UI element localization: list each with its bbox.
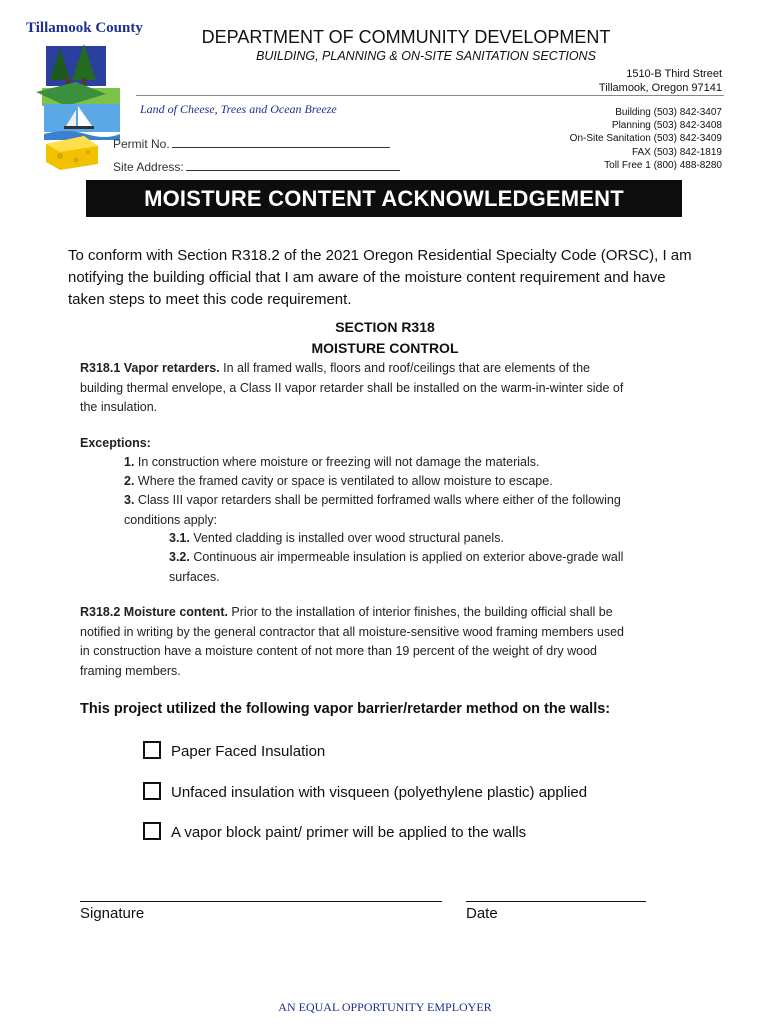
site-address-label: Site Address: [113, 160, 184, 174]
r318-2-heading: R318.2 Moisture content. [80, 605, 228, 619]
address-street: 1510-B Third Street [626, 68, 722, 80]
exception-item: 1. In construction where moisture or freezing will not damage the materials. [124, 455, 540, 469]
phone-list [570, 106, 722, 145]
county-name: Tillamook County [26, 20, 143, 36]
checkbox-icon[interactable] [143, 741, 161, 759]
form-title: MOISTURE CONTENT ACKNOWLEDGEMENT [86, 180, 682, 217]
option-visqueen[interactable] [143, 782, 587, 801]
r318-2-text: Prior to the installation of interior finishes, the building official shall be notified in writing by the general contractor that all moisture-sensitive wood framing members used in construction have a moisture content of not more than 19 percent of the weight of dry wood framing members. [80, 605, 625, 678]
date-label: Date [466, 905, 498, 922]
phone-planning: Planning (503) 842-3408 [611, 120, 722, 131]
signature-line[interactable] [80, 901, 442, 902]
r318-2-paragraph [80, 603, 636, 681]
section-name: MOISTURE CONTROL [311, 340, 459, 356]
phone-building: Building (503) 842-3407 [615, 107, 722, 118]
fax-list [604, 146, 722, 172]
address-city: Tillamook, Oregon 97141 [598, 82, 722, 94]
checkbox-icon[interactable] [143, 782, 161, 800]
option-label: A vapor block paint/ primer will be applied to the walls [171, 824, 527, 841]
toll-free-number: Toll Free 1 (800) 488-8280 [604, 160, 722, 171]
exception-item: 3. Class III vapor retarders shall be permitted forframed walls where either of the following conditions apply: [124, 493, 621, 527]
method-question: This project utilized the following vapor barrier/retarder method on the walls: [80, 701, 611, 717]
r318-1-text: In all framed walls, floors and roof/ceilings that are elements of the building thermal envelope, a Class II vapor retarder shall be installed on the warm-in-winter side of the insulation. [80, 361, 624, 414]
fax-number: FAX (503) 842-1819 [631, 147, 722, 158]
option-label: Unfaced insulation with visqueen (polyethylene plastic) applied [171, 784, 588, 801]
department-sections: BUILDING, PLANNING & ON-SITE SANITATION SECTIONS [256, 49, 596, 63]
header-divider [136, 95, 724, 96]
signature-label: Signature [80, 905, 145, 922]
date-line[interactable] [466, 901, 646, 902]
intro-paragraph: To conform with Section R318.2 of the 2021 Oregon Residential Specialty Code (ORSC), I am notifying the building official that I am aware of the moisture content requirement and have taken steps to meet this code requirement. [68, 247, 692, 308]
checkbox-icon[interactable] [143, 822, 161, 840]
permit-field[interactable] [113, 135, 390, 151]
office-address [599, 67, 722, 95]
r318-1-paragraph [80, 359, 636, 418]
permit-line[interactable] [172, 135, 390, 148]
department-title: DEPARTMENT OF COMMUNITY DEVELOPMENT [201, 27, 611, 47]
exceptions-heading: Exceptions: [80, 436, 151, 450]
option-label: Paper Faced Insulation [171, 743, 326, 760]
footer-eoe: AN EQUAL OPPORTUNITY EMPLOYER [278, 1000, 492, 1014]
exception-item: 2. Where the framed cavity or space is ventilated to allow moisture to escape. [124, 474, 553, 488]
option-paper-faced[interactable] [143, 741, 325, 760]
option-vapor-paint[interactable] [143, 822, 526, 841]
section-number: SECTION R318 [335, 319, 435, 335]
site-address-line[interactable] [186, 158, 400, 171]
r318-1-heading: R318.1 Vapor retarders. [80, 361, 220, 375]
county-tagline: Land of Cheese, Trees and Ocean Breeze [140, 102, 337, 116]
phone-onsite: On-Site Sanitation (503) 842-3409 [569, 133, 722, 144]
site-address-field[interactable] [113, 158, 400, 174]
permit-label: Permit No. [113, 137, 170, 151]
exception-subitem: 3.2. Continuous air impermeable insulation is applied on exterior above-grade wall surfaces. [169, 550, 624, 584]
exception-subitem: 3.1. Vented cladding is installed over wood structural panels. [169, 531, 504, 545]
